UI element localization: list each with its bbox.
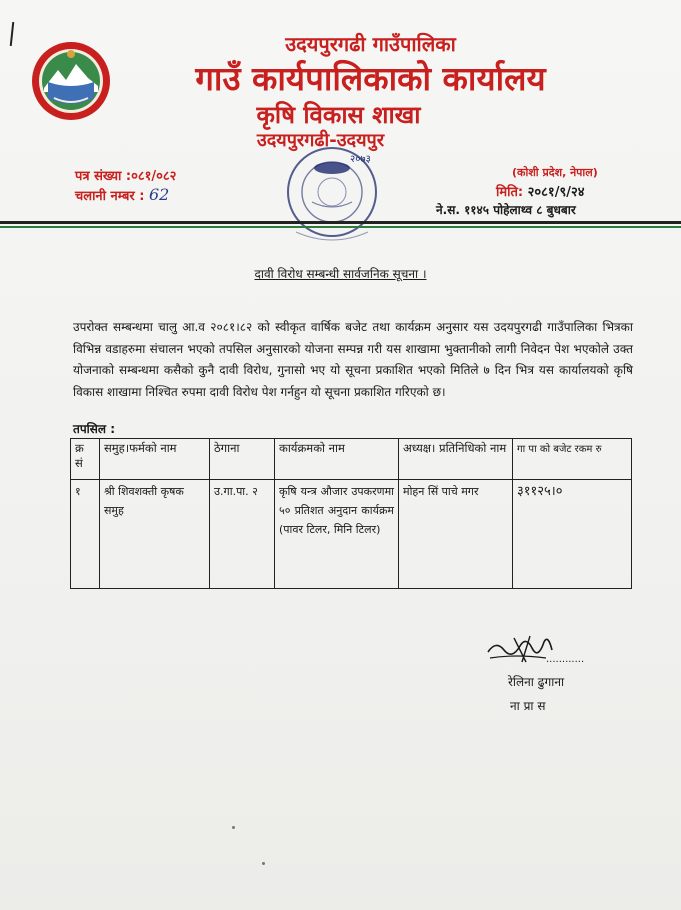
signatory-post: ना प्रा स xyxy=(510,699,546,713)
signatory-name: रेलिना ढुगाना xyxy=(508,675,565,689)
notice-subject xyxy=(0,265,681,282)
handwritten-signature xyxy=(486,632,596,668)
col-header-group: समुह।फर्मको नाम xyxy=(100,439,210,480)
header-rule-black xyxy=(0,221,681,224)
col-header-chair: अध्यक्ष। प्रतिनिधिको नाम xyxy=(399,439,513,480)
office-stamp xyxy=(272,140,392,250)
table-header-row xyxy=(71,439,632,480)
notice-body: उपरोक्त सम्बन्धमा चालु आ.व २०८१।८२ को स्वीकृत वार्षिक बजेट तथा कार्यक्रम अनुसार यस उदयपुरगढी गाउँपालिका भित्रका विभिन्न वडाहरुमा संचालन भएको तपसिल अनुसारको योजना सम्पन्न गरी यस शाखामा भुक्तानीको लागी निवेदन पेश भएकोले उक्त योजनाको सम्बन्धमा कसैको कुनै दावी विरोध, गुनासो भए यो सूचना प्रकाशित भएको मितिले ७ दिन भित्र यस कार्यालयको कृषि विकास शाखामा निश्चित रुपमा दावी विरोध पेश गर्नहुन यो सूचना प्रकाशित गरिएको छ। xyxy=(73,320,633,399)
signature-dots: ............ xyxy=(546,654,585,665)
branch-name: कृषि विकास शाखा xyxy=(256,101,421,129)
table-row xyxy=(71,480,632,589)
scheme-table xyxy=(70,438,632,589)
stamp-year: २०७३ xyxy=(350,154,371,165)
chalani-label: चलानी नम्बर : xyxy=(75,189,145,204)
cell-group: श्री शिवशक्ती कृषक समुह xyxy=(100,480,210,589)
col-header-budget: गा पा को बजेट रकम रु xyxy=(513,439,632,480)
cell-program: कृषि यन्त्र औजार उपकरणमा ५० प्रतिशत अनुदान कार्यक्रम (पावर टिलर, मिनि टिलर) xyxy=(275,480,399,589)
col-header-sn: क्र सं xyxy=(71,439,100,480)
municipality-name: उदयपुरगढी गाउँपालिका xyxy=(285,32,456,56)
letter-date xyxy=(496,182,584,200)
office-name: गाउँ कार्यपालिकाको कार्यालय xyxy=(195,59,546,98)
date-label: मिति: xyxy=(496,185,524,200)
nepal-sambat-date: ने.स. ११४५ पोहेलाथ्व ८ बुधबार xyxy=(436,203,576,217)
header-rule-green xyxy=(0,226,681,228)
cell-budget: ३११२५।० xyxy=(513,480,632,589)
col-header-location: ठेगाना xyxy=(210,439,275,480)
paper-speck xyxy=(262,862,265,865)
cell-location: उ.गा.पा. २ xyxy=(210,480,275,589)
pen-mark xyxy=(10,22,14,46)
chalani-number xyxy=(75,185,169,204)
cell-sn: १ xyxy=(71,480,100,589)
paper-speck xyxy=(232,826,235,829)
date-value: २०८१/९/२४ xyxy=(527,185,585,200)
office-address: उदयपुरगढी-उदयपुर xyxy=(256,130,385,151)
province-label: (कोशी प्रदेश, नेपाल) xyxy=(512,166,598,179)
patra-sankhya: पत्र संख्या :०८१/०८२ xyxy=(75,169,177,184)
cell-chair: मोहन सिं पाचे मगर xyxy=(399,480,513,589)
chalani-value-handwritten: 62 xyxy=(148,185,170,204)
notice-subject-text: दावी विरोध सम्बन्धी सार्वजनिक सूचना । xyxy=(254,267,427,281)
col-header-program: कार्यक्रमको नाम xyxy=(275,439,399,480)
tapasil-label: तपसिल : xyxy=(73,422,115,436)
